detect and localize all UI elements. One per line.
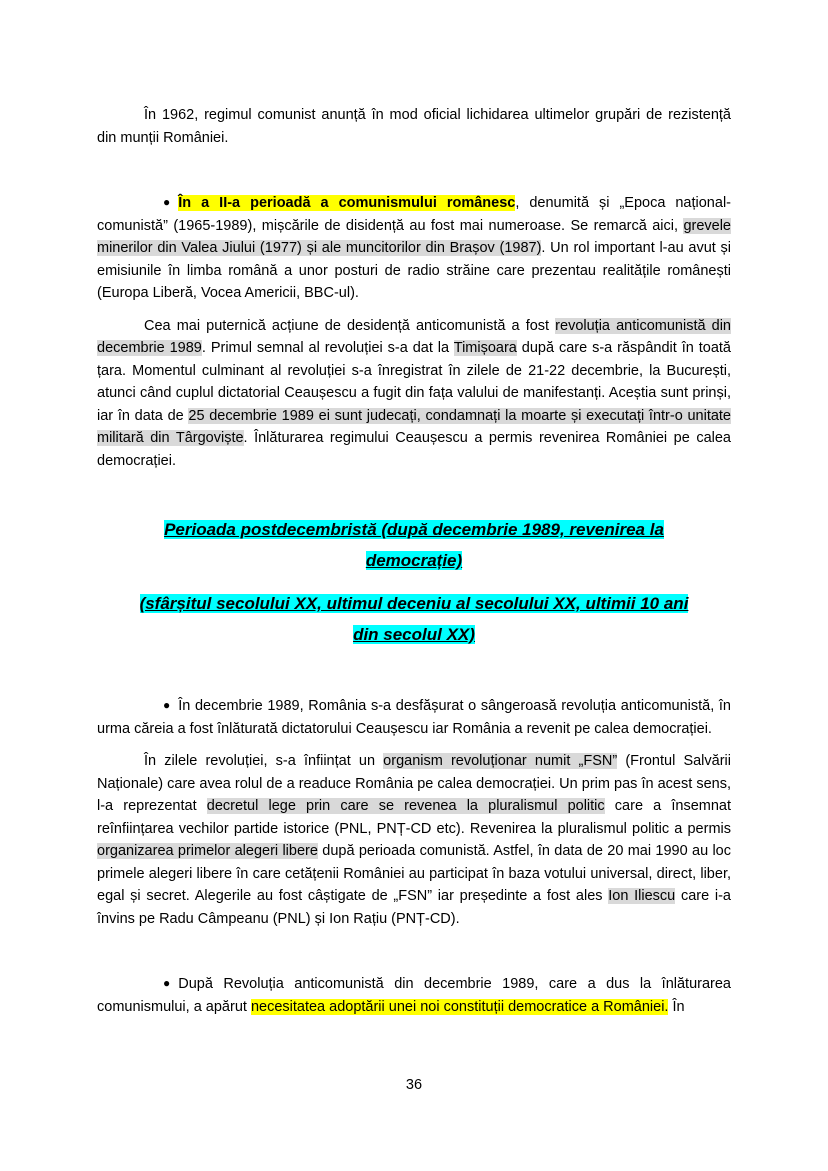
paragraph xyxy=(97,104,731,149)
text-run: . Un rol important l-au avut și emisiunile în limba română a unor posturi de radio străine care prezentau realitățile românești (Europa Liberă, Vocea Americii, BBC-ul). xyxy=(97,240,731,301)
bullet-paragraph xyxy=(97,694,731,740)
document-body xyxy=(97,104,731,1028)
blank-line xyxy=(97,482,731,504)
text-run: 25 decembrie 1989 ei sunt judecați, condamnați la moarte și executați într-o unitate militară din Târgoviște xyxy=(97,407,731,446)
text-run: , denumită și „Epoca național-comunistă” (1965-1989), mișcările de disidență au fost mai numeroase. Se remarcă aici, xyxy=(97,195,731,234)
text-run: Cea mai puternică acțiune de desidență anticomunistă a fost xyxy=(144,317,556,334)
text-run: . Înlăturarea regimului Ceaușescu a permis revenirea României pe calea democrației. xyxy=(97,430,731,469)
paragraph xyxy=(97,315,731,473)
bullet-paragraph xyxy=(97,972,731,1018)
text-run: În zilele revoluției, s-a înființat un xyxy=(144,753,384,769)
text-run: organizarea primelor alegeri libere xyxy=(97,843,318,859)
page-number: 36 xyxy=(405,1077,423,1093)
blank-line xyxy=(97,940,731,962)
text-run: organism revoluționar numit „FSN” xyxy=(383,753,618,769)
blank-line xyxy=(97,662,731,684)
text-run: În decembrie 1989, România s-a desfășurat o sângeroasă revoluția anticomunistă, în urma căreia a fost înlăturată dictatorului Ceaușescu iar România a revenit pe calea democrației. xyxy=(97,698,731,737)
text-run: . Primul semnal al revoluției s-a dat la xyxy=(201,340,454,356)
text-run: după perioada comunistă. Astfel, în data de 20 mai 1990 au loc primele alegeri libere în care cetățenii României au participat în baza votului universal, direct, liber, egal și secret. Alegerile au fost câștigate de „FSN” iar președinte a fost ales xyxy=(97,843,731,904)
section-heading xyxy=(97,588,731,650)
bullet-icon: ● xyxy=(163,195,171,209)
text-run: grevele minerilor din Valea Jiului (1977) și ale muncitorilor din Brașov (1987) xyxy=(97,217,731,256)
bullet-icon: ● xyxy=(163,976,171,990)
text-run: (Frontul Salvării Naționale) care avea rolul de a readuce România pe calea democrației. Un prim pas în acest sens, l-a reprezentat xyxy=(97,753,731,814)
text-run: Perioada postdecembristă (după decembrie 1989, revenirea la democrație) xyxy=(164,520,664,570)
text-run: În a II-a perioadă a comunismului românesc xyxy=(178,195,516,211)
blank-line xyxy=(97,159,731,181)
text-run: revoluția anticomunistă din decembrie 1989 xyxy=(97,317,731,356)
text-run: care a însemnat reînființarea vechilor partide istorice (PNL, PNȚ-CD etc). Revenirea la pluralismul politic a permis xyxy=(97,798,731,837)
text-run: După Revoluția anticomunistă din decembrie 1989, care a dus la înlăturarea comunismului, a apărut xyxy=(97,976,731,1015)
text-run: Timișoara xyxy=(453,340,517,356)
bullet-icon: ● xyxy=(163,698,171,712)
text-run: În xyxy=(668,998,685,1015)
bullet-paragraph xyxy=(97,191,731,305)
text-run: după care s-a răspândit în toată țara. Momentul culminant al revoluției s-a înregistrat în zilele de 21-22 decembrie, la București, atunci când cuplul dictatorial Ceaușescu a fugit din fața valului de manifestanți. Aceștia sunt prinși, iar în data de xyxy=(97,340,731,424)
text-run: Ion Iliescu xyxy=(608,888,676,904)
text-run: care i-a învins pe Radu Câmpeanu (PNL) și Ion Rațiu (PNȚ-CD). xyxy=(97,888,731,927)
text-run: necesitatea adoptării unei noi constituții democratice a României. xyxy=(250,998,669,1015)
paragraph xyxy=(97,750,731,930)
text-run: decretul lege prin care se revenea la pluralismul politic xyxy=(206,798,605,814)
text-run: (sfârșitul secolului XX, ultimul deceniu al secolului XX, ultimii 10 ani din secolul XX) xyxy=(139,594,689,644)
text-run: În 1962, regimul comunist anunță în mod oficial lichidarea ultimelor grupări de rezistență din munții României. xyxy=(97,107,731,146)
section-heading xyxy=(97,514,731,576)
